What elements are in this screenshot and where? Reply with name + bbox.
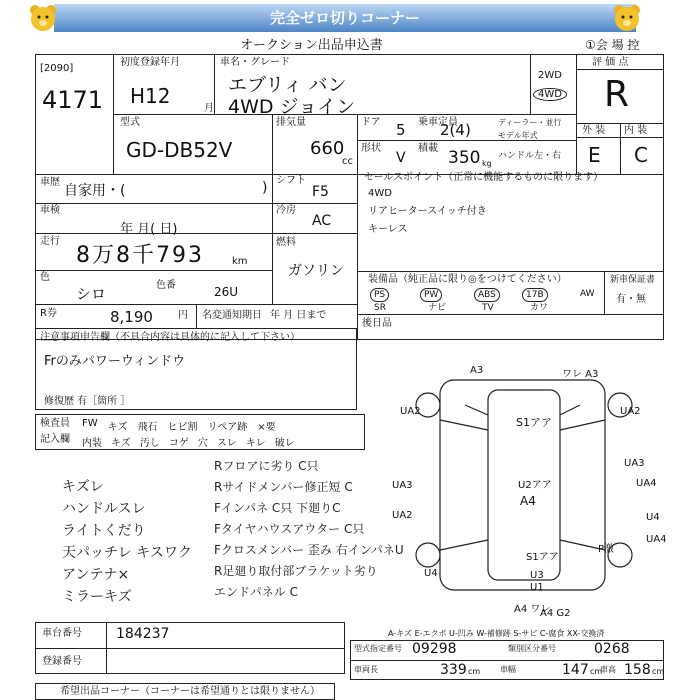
mark-a4-g2: A4 G2 [540, 608, 571, 619]
footer-corner-label: 希望出品コーナー（コーナーは希望通りとは限りません） [60, 686, 320, 697]
color-code-value: 26U [214, 285, 239, 299]
sales-points-label: セールスポイント（正常に機能するものに限ります） [364, 172, 604, 183]
cert-label-2: 類別区分番号 [508, 644, 556, 653]
mark-a4-roof: A4 [520, 494, 536, 508]
mark-u3-rear: U3 [530, 570, 544, 581]
name-change-notice-label: 名変通知期日 [202, 310, 262, 321]
shift-value: F5 [312, 184, 329, 200]
handwritten-left: キズレ ハンドルスレ ライトくだり 天パッチレ キスワク アンテナ× ミラーキズ [62, 479, 192, 605]
sales-point-1: 4WD [368, 188, 392, 199]
equip-sr: SR [374, 303, 386, 313]
notes-text: Frのみパワーウィンドウ [44, 354, 186, 369]
first-reg-era: H12 [130, 84, 171, 108]
repair-history: 修復歴 有［箇所 ］ [44, 396, 131, 407]
equipment-label: 装備品（純正品に限り◎をつけてください） [368, 274, 567, 285]
load-label: 積載 [418, 143, 438, 154]
inspector-row-2: 内装 キズ 汚し コゲ 穴 スレ キレ 破レ [82, 438, 295, 449]
mark-p-right: P激 [598, 544, 615, 555]
mark-u4-right: U4 [646, 512, 660, 523]
load-unit: kg [482, 159, 492, 168]
handle-value: 左・右 [534, 151, 562, 161]
mark-ua4-right: UA4 [636, 478, 657, 489]
cert-value-2: 0268 [594, 641, 630, 657]
displacement-label: 排気量 [276, 117, 306, 128]
equip-ps: PS [370, 288, 389, 302]
doors-value: 5 [396, 121, 406, 139]
exterior-label: 外 装 [582, 125, 606, 136]
lot-code: [2090] [40, 63, 74, 74]
drive-4wd: 4WD [533, 88, 567, 101]
score-label: 評 価 点 [592, 57, 629, 68]
rtax-label: R券 [40, 308, 57, 319]
mileage-label: 走行 [40, 236, 60, 247]
color-code-label: 色番 [156, 280, 176, 291]
type-code-label: 型式 [120, 117, 140, 128]
first-reg-label: 初度登録年月 [120, 57, 180, 68]
equip-tv: TV [482, 303, 494, 313]
dim-height-label: 車高 [600, 665, 616, 674]
auction-title: オークション出品申込書 [240, 38, 383, 53]
usage-label: 車歴 [40, 177, 60, 188]
fuel-label: 燃料 [276, 237, 296, 248]
cert-label-1: 型式指定番号 [354, 644, 402, 653]
drive-2wd: 2WD [538, 70, 562, 81]
seats-label: 乗車定員 [418, 117, 458, 128]
mark-ua4-rear-right: UA4 [646, 534, 667, 545]
handle-label: ハンドル [498, 151, 535, 161]
equip-leather: カワ [530, 303, 549, 313]
new-car-warranty-value: 有・無 [616, 294, 646, 305]
first-reg-month: 月 [204, 103, 214, 114]
chassis-label: 車台番号 [42, 628, 82, 639]
bear-logo-left [28, 3, 58, 33]
mark-u4-left: U4 [424, 568, 438, 579]
exterior-value: E [588, 143, 601, 167]
model-name-line2: 4WD ジョイン [228, 96, 356, 118]
inspector-row-1: FW キズ 飛石 ヒビ割 リペア跡 ×要 [82, 418, 276, 433]
shift-label: シフト [276, 175, 306, 186]
fuel-value: ガソリン [288, 263, 344, 279]
mark-a4-crack: A4 ワレ [514, 604, 551, 615]
inspection-label: 車検 [40, 205, 60, 216]
mark-a3-front: A3 [470, 365, 484, 376]
usage-value: 自家用・( [64, 183, 126, 199]
score-value: R [604, 74, 630, 115]
dim-length-label: 車両長 [354, 665, 378, 674]
displacement-unit: cc [342, 156, 353, 167]
dim-height-value: 158 [624, 662, 651, 678]
bear-logo-right [612, 3, 642, 33]
seats-value: 2(4) [440, 121, 471, 139]
dim-height-unit: cm [652, 667, 665, 676]
cert-value-1: 09298 [412, 641, 457, 657]
sales-point-2: リアヒータースイッチ付き [368, 206, 487, 217]
mark-ua2-right: UA2 [620, 406, 641, 417]
usage-close: ) [262, 180, 268, 196]
dim-width-label: 車幅 [500, 665, 516, 674]
mileage-unit: km [232, 256, 248, 267]
banner: 完全ゼロ切りコーナー [54, 4, 636, 32]
aircon-value: AC [312, 213, 332, 229]
mark-ua3-right: UA3 [624, 458, 645, 469]
model-name-line1: エブリィ バン [228, 74, 347, 96]
load-value: 350 [448, 148, 481, 168]
equip-aw: AW [580, 289, 595, 299]
chassis-value: 184237 [116, 626, 170, 642]
interior-value: C [634, 143, 648, 167]
type-code-value: GD-DB52V [126, 138, 233, 162]
dealer-label: ディーラー・並行 [498, 118, 562, 127]
mileage-value: 8万8千793 [76, 243, 204, 268]
aircon-label: 冷房 [276, 205, 296, 216]
displacement-value: 660 [310, 138, 345, 159]
shape-value: V [396, 150, 406, 166]
dim-width-value: 147 [562, 662, 589, 678]
equip-17b: 17B [522, 288, 548, 302]
equip-navi: ナビ [428, 303, 447, 313]
mark-s1-front: S1アア [516, 416, 552, 429]
reg-number-label: 登録番号 [42, 656, 82, 667]
dim-length-unit: cm [468, 667, 481, 676]
inspector-label-1: 検査員 [40, 418, 70, 429]
lot-number: 4171 [42, 86, 104, 114]
model-year-label: モデル年式 [498, 131, 538, 140]
mark-u2-roof: U2アア [518, 480, 552, 491]
doors-label: ドア [361, 117, 381, 128]
equip-abs: ABS [474, 288, 500, 302]
mark-ua3-left: UA3 [392, 480, 413, 491]
mark-s1-rear: S1アア [526, 552, 559, 563]
interior-label: 内 装 [624, 125, 648, 136]
dim-width-unit: cm [590, 667, 603, 676]
shape-label: 形状 [361, 143, 381, 154]
venue-label: ①会 場 控 [585, 38, 640, 52]
post-input-label: 後日品 [362, 318, 392, 329]
mark-u1-rear: U1 [530, 582, 544, 593]
sales-point-3: キーレス [368, 224, 408, 235]
rtax-unit: 円 [178, 310, 188, 321]
rtax-value: 8,190 [110, 308, 153, 326]
damage-legend: A-キズ E-エクボ U-凹み W-補修跡 S-サビ C-腐食 XX-交換済 [388, 629, 605, 638]
new-car-warranty-label: 新車保証書 [610, 275, 656, 285]
mark-ua2-left-rear: UA2 [392, 510, 413, 521]
inspection-value: 年 月( 日) [120, 222, 178, 237]
color-label: 色 [40, 272, 50, 283]
handwritten-right: Rフロアに劣り C只 Rサイドメンバー修正短 C Fインパネ C只 下廻りC Fタイヤハウスアウター C只 Fクロスメンバー 歪み 右インパネU R足廻り取付部ブラケット劣り エンドパネル C [214, 459, 404, 599]
name-change-notice-value: 年 月 日まで [270, 310, 327, 321]
model-name-label: 車名・グレード [220, 57, 290, 68]
mark-ua2-left: UA2 [400, 406, 421, 417]
mark-crack-a3: ワレ A3 [562, 369, 599, 380]
dim-length-value: 339 [440, 662, 467, 678]
equip-pw: PW [420, 288, 442, 302]
notes-label: 注意事項申告欄（不具合内容は具体的に記入して下さい） [40, 332, 300, 343]
inspector-label-2: 記入欄 [40, 434, 70, 445]
color-value: シロ [76, 285, 107, 303]
